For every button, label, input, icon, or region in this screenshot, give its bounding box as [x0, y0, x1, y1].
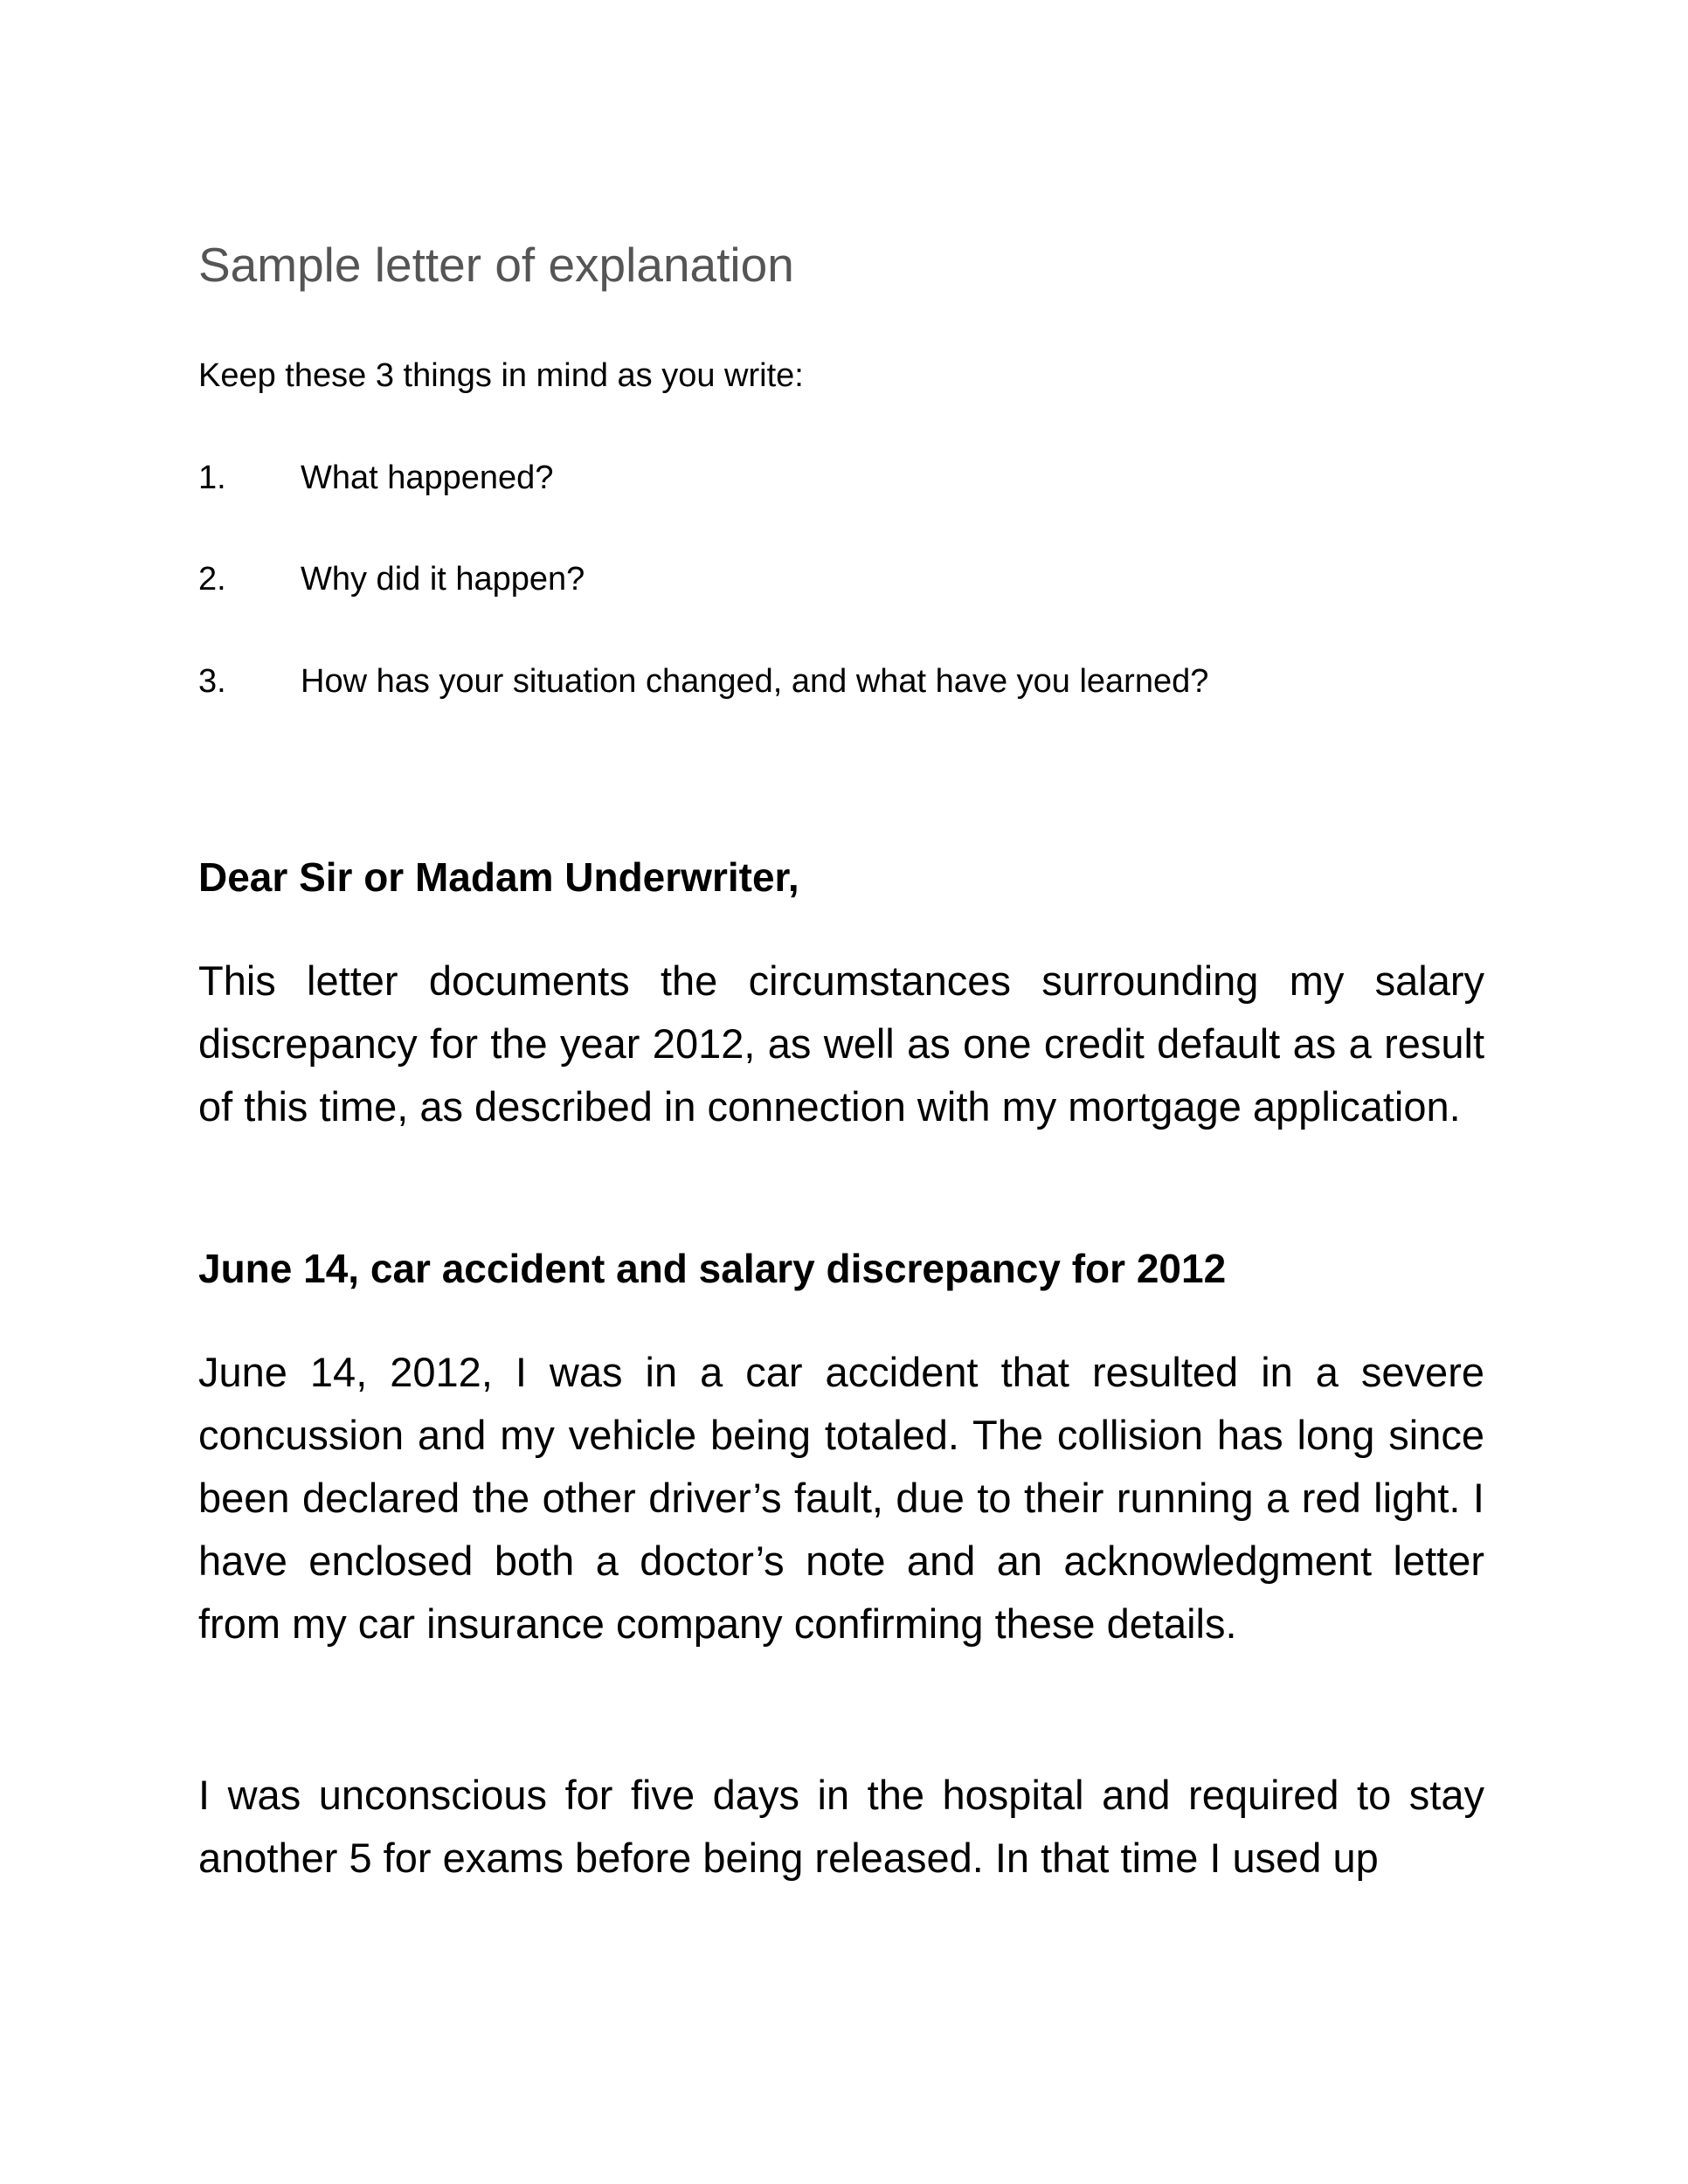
paragraph-2: June 14, 2012, I was in a car accident that resulted in a severe concussion and my vehicle being totaled. The collision has long since been declared the other driver’s fault, due to their running a red light. I have enclosed both a doctor’s note and an acknowledgment letter from my car insurance company confirming these details.	[198, 1349, 1484, 1647]
document-title: Sample letter of explanation	[198, 238, 794, 292]
list-item-text: Why did it happen?	[301, 561, 585, 598]
paragraph-1: This letter documents the circumstances surrounding my salary discrepancy for the year 2012, as well as one credit default as a result of this time, as described in connection with my mortgage application.	[198, 957, 1484, 1130]
section-heading: June 14, car accident and salary discrepancy for 2012	[198, 1246, 1227, 1291]
list-item-text: What happened?	[301, 460, 554, 496]
intro-text: Keep these 3 things in mind as you write:	[198, 357, 804, 394]
salutation: Dear Sir or Madam Underwriter,	[198, 854, 799, 900]
list-item-text: How has your situation changed, and what have you learned?	[301, 663, 1209, 700]
list-item-number: 2.	[198, 561, 226, 598]
list-item-number: 3.	[198, 663, 226, 700]
list-item-number: 1.	[198, 460, 226, 496]
paragraph-3: I was unconscious for five days in the hospital and required to stay another 5 for exams before being released. In that time I used up	[198, 1772, 1484, 1881]
